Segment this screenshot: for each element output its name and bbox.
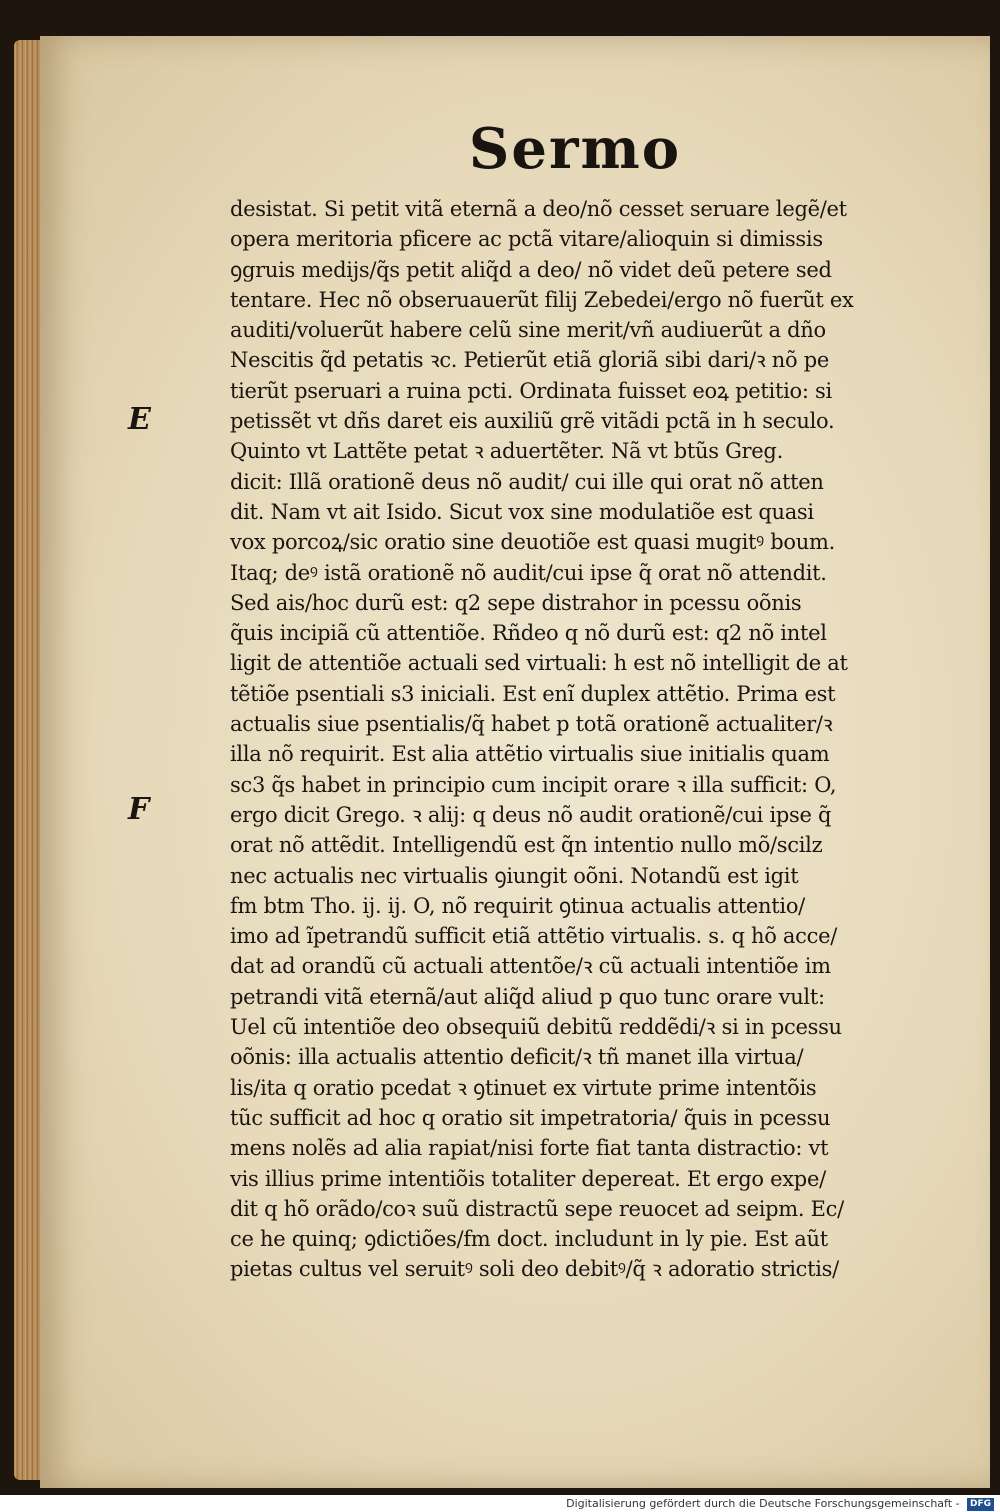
page xyxy=(40,36,990,1488)
text-body xyxy=(230,194,960,1285)
text-line: actualis siue psentialis/q̃ habet p totã orationẽ actualiter/ꝛ xyxy=(230,712,833,737)
text-line: illa nõ requirit. Est alia attẽtio virtualis siue initialis quam xyxy=(230,742,830,767)
text-line: petrandi vitã eternã/aut aliq̃d aliud p quo tunc orare vult: xyxy=(230,984,825,1009)
text-line: Itaq; deꝰ istã orationẽ nõ audit/cui ipse q̃ orat nõ attendit. xyxy=(230,560,827,585)
text-line: Uel cũ intentiõe deo obsequiũ debitũ reddẽdi/ꝛ si in pcessu xyxy=(230,1015,842,1040)
text-line: tierũt pseruari a ruina pcti. Ordinata fuisset eoꝝ petitio: si xyxy=(230,378,832,403)
text-line: ergo dicit Grego. ꝛ alij: q deus nõ audit orationẽ/cui ipse q̃ xyxy=(230,802,832,827)
dfg-logo: DFG xyxy=(967,1498,994,1511)
text-line: tẽtiõe psentiali s3 iniciali. Est enĩ duplex attẽtio. Prima est xyxy=(230,681,836,706)
footer-credit-bar xyxy=(0,1495,1000,1512)
text-line: orat nõ attẽdit. Intelligendũ est q̃n intentio nullo mõ/scilz xyxy=(230,833,823,858)
text-line: sc3 q̃s habet in principio cum incipit orare ꝛ illa sufficit: O, xyxy=(230,772,837,797)
text-line: nec actualis nec virtualis ꝯiungit oõni. Notandũ est igit xyxy=(230,863,799,888)
text-line: vox porcoꝝ/sic oratio sine deuotiõe est quasi mugitꝰ boum. xyxy=(230,530,835,555)
text-line: fm btm Tho. ij. ij. O, nõ requirit ꝯtinua actualis attentio/ xyxy=(230,893,805,918)
text-line: Nescitis q̃d petatis ꝛc. Petierũt etiã gloriã sibi dari/ꝛ nõ pe xyxy=(230,348,829,373)
marginal-letter-f: F xyxy=(128,792,150,827)
text-line: imo ad ĩpetrandũ sufficit etiã attẽtio virtualis. s. q hõ acce/ xyxy=(230,924,837,949)
text-line: oõnis: illa actualis attentio deficit/ꝛ tñ manet illa virtua/ xyxy=(230,1045,804,1070)
text-line: lis/ita q oratio pcedat ꝛ ꝯtinuet ex virtute prime intentõis xyxy=(230,1075,817,1100)
text-line: ligit de attentiõe actuali sed virtuali: h est nõ intelligit de at xyxy=(230,651,848,676)
text-line: tentare. Hec nõ obseruauerũt filij Zebedei/ergo nõ fuerũt ex xyxy=(230,287,854,312)
text-line: auditi/voluerũt habere celũ sine merit/vñ audiuerũt a dño xyxy=(230,318,826,343)
text-line: ꝯgruis medijs/q̃s petit aliq̃d a deo/ nõ videt deũ petere sed xyxy=(230,257,832,282)
text-line: q̃uis incipiã cũ attentiõe. Rñdeo q nõ durũ est: q2 nõ intel xyxy=(230,621,827,646)
text-line: dat ad orandũ cũ actuali attentõe/ꝛ cũ actuali intentiõe im xyxy=(230,954,831,979)
text-line: vis illius prime intentiõis totaliter depereat. Et ergo expe/ xyxy=(230,1166,826,1191)
text-line: opera meritoria pficere ac pctã vitare/alioquin si dimissis xyxy=(230,227,823,252)
text-line: dit. Nam vt ait Isido. Sicut vox sine modulatiõe est quasi xyxy=(230,499,814,524)
text-line: ce he quinq; ꝯdictiões/fm doct. includunt in ly pie. Est aũt xyxy=(230,1227,828,1252)
text-line: Sed ais/hoc durũ est: q2 sepe distrahor in pcessu oõnis xyxy=(230,590,802,615)
text-line: pietas cultus vel seruitꝰ soli deo debitꝰ/q̃ ꝛ adoratio strictis/ xyxy=(230,1257,839,1282)
marginal-letter-e: E xyxy=(128,402,151,437)
page-heading: Sermo xyxy=(468,116,682,182)
text-line: tũc sufficit ad hoc q oratio sit impetratoria/ q̃uis in pcessu xyxy=(230,1105,831,1130)
text-line: mens nolẽs ad alia rapiat/nisi forte fiat tanta distractio: vt xyxy=(230,1136,829,1161)
footer-credit-text: Digitalisierung gefördert durch die Deutsche Forschungsgemeinschaft - xyxy=(566,1497,960,1510)
text-line: Quinto vt Lattẽte petat ꝛ aduertẽter. Nã vt btũs Greg. xyxy=(230,439,783,464)
text-line: petissẽt vt dñs daret eis auxiliũ grẽ vitãdi pctã in h seculo. xyxy=(230,409,835,434)
text-line: dicit: Illã orationẽ deus nõ audit/ cui ille qui orat nõ atten xyxy=(230,469,824,494)
text-line: desistat. Si petit vitã eternã a deo/nõ cesset seruare legẽ/et xyxy=(230,197,847,221)
text-line: dit q hõ orãdo/coꝛ suũ distractũ sepe reuocet ad seipm. Ec/ xyxy=(230,1196,844,1221)
